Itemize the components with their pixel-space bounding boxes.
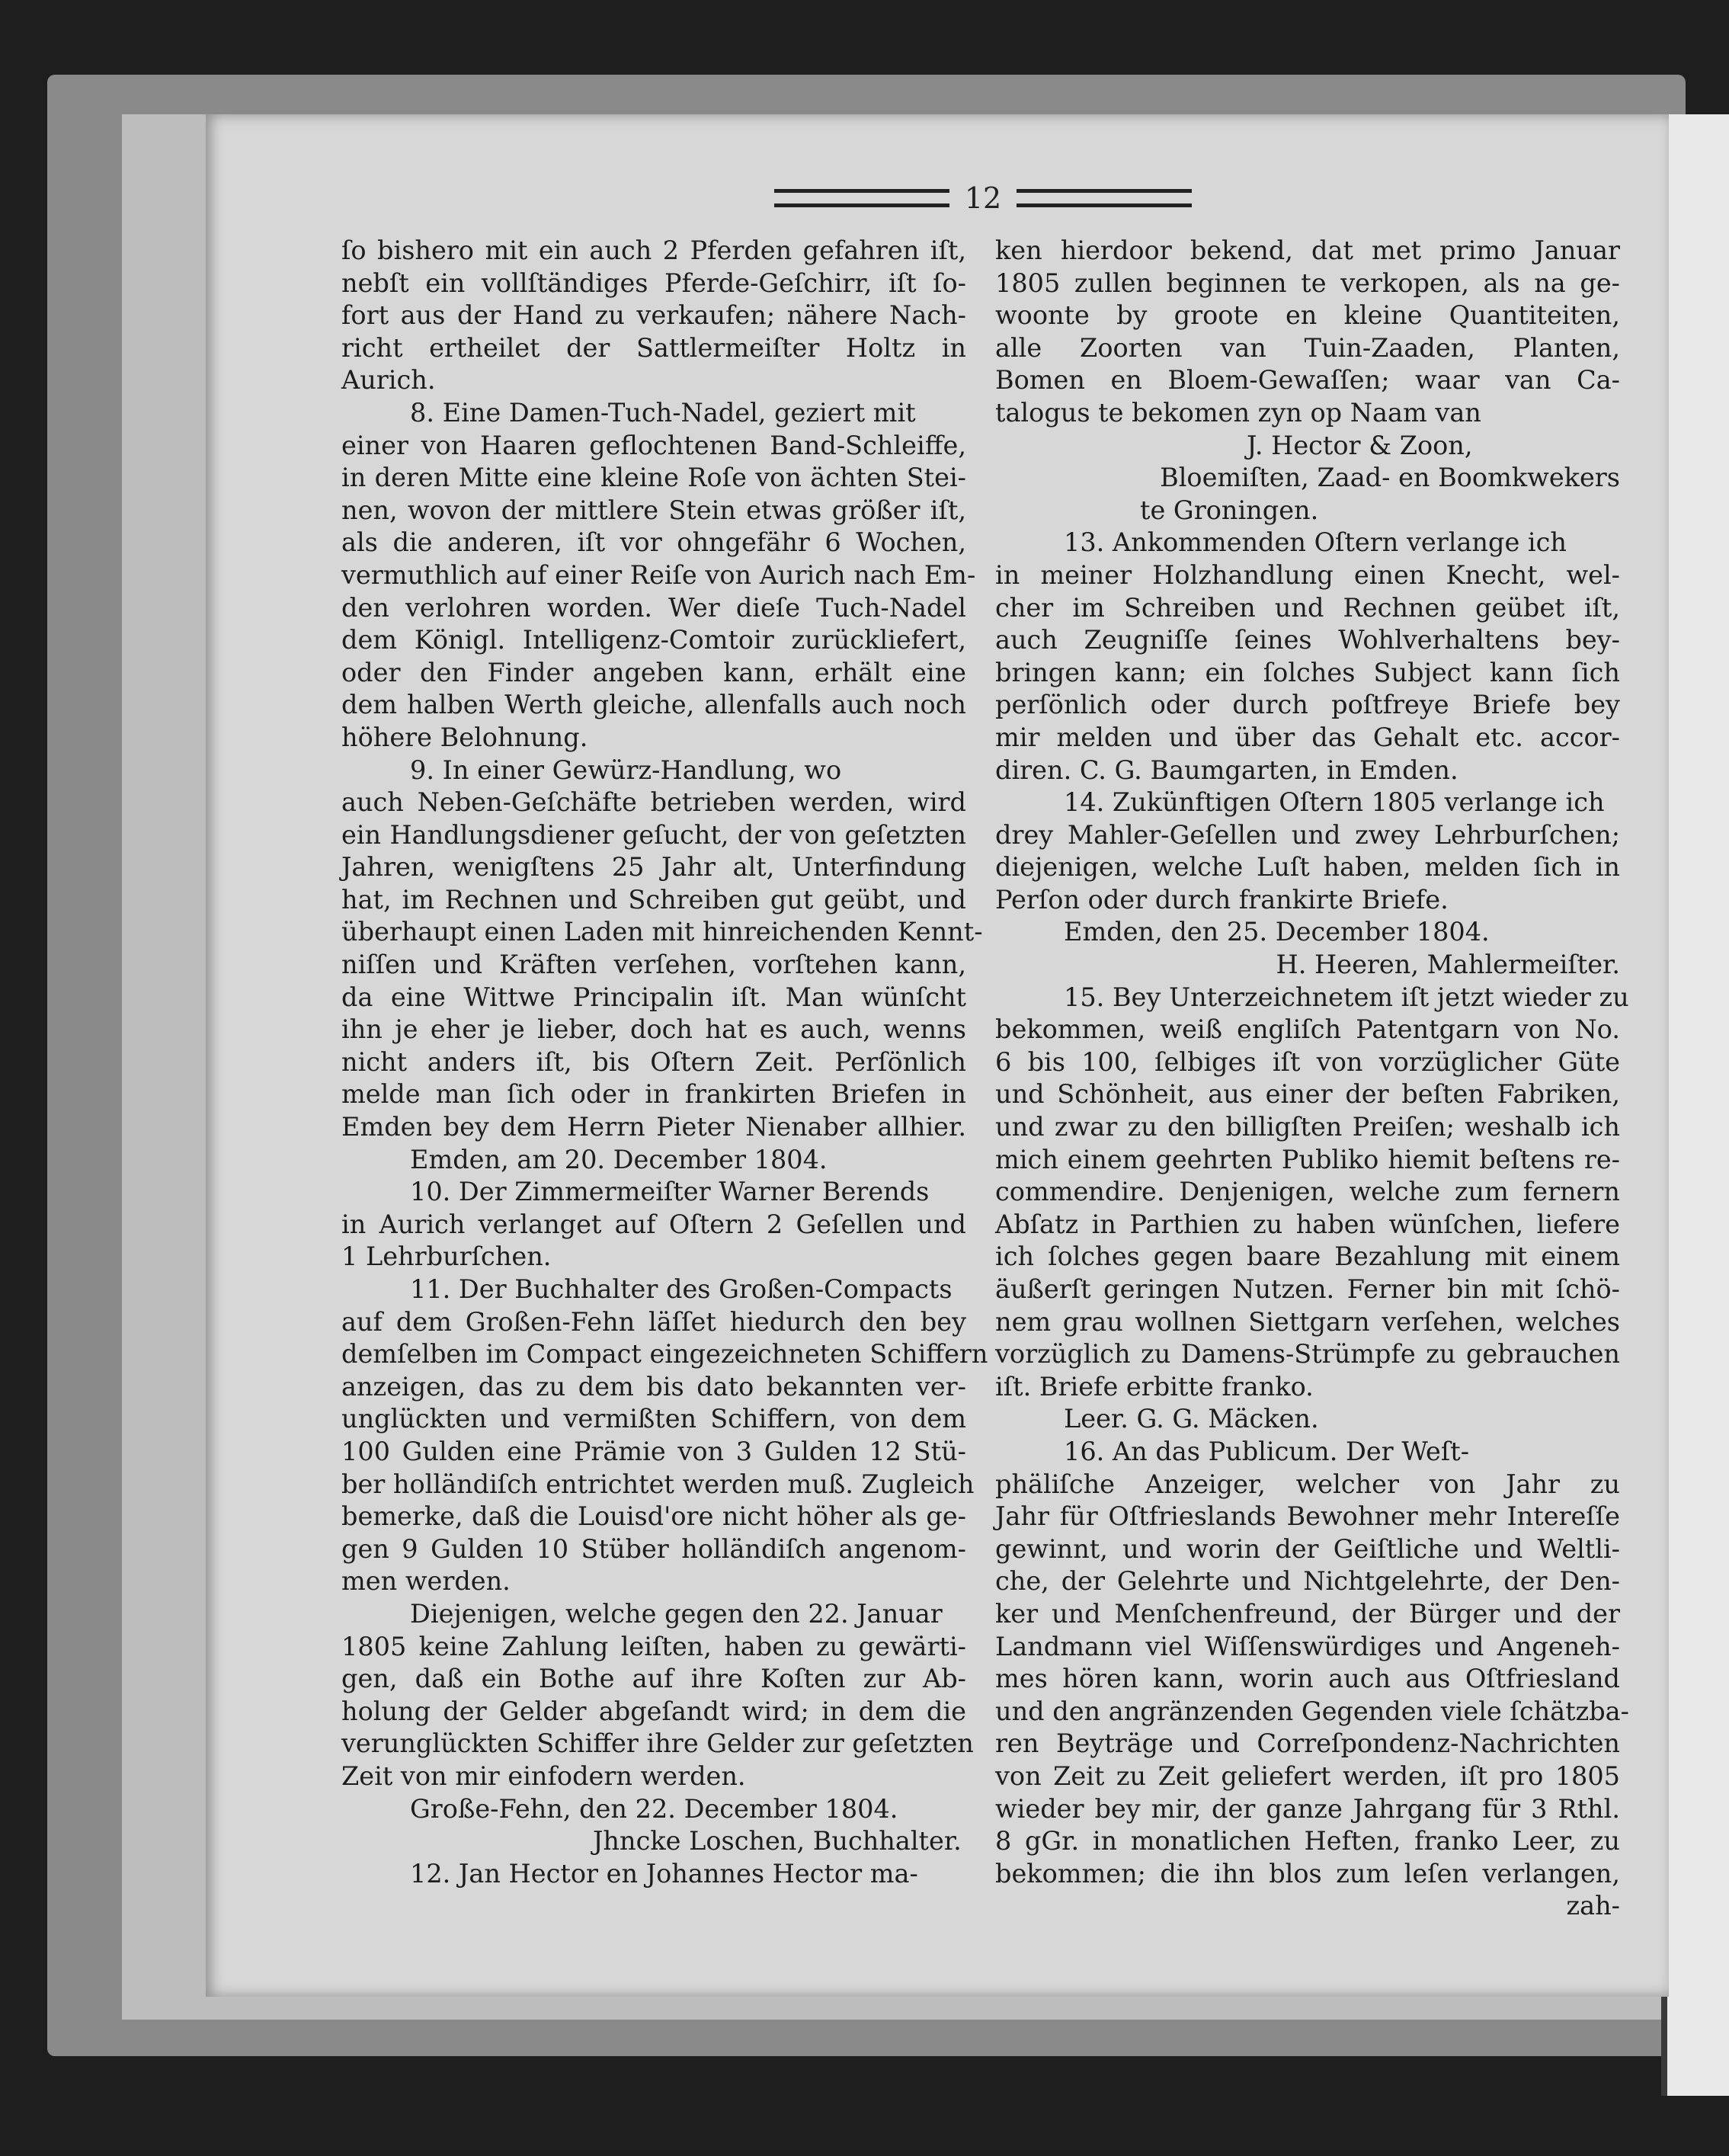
text-line: mes hören kann, worin auch aus Oſtfriesland bbox=[995, 1664, 1620, 1694]
text-line: und den angränzenden Gegenden viele ſchätzba- bbox=[995, 1696, 1629, 1726]
text-line: und zwar zu den billigſten Preiſen; weshalb ich bbox=[995, 1112, 1620, 1142]
text-line: in Aurich verlanget auf Oſtern 2 Geſellen und bbox=[341, 1209, 966, 1239]
text-line: Leer. G. G. Mäcken. bbox=[1064, 1404, 1319, 1434]
text-line: vorzüglich zu Damens-Strümpfe zu gebrauchen bbox=[995, 1339, 1620, 1370]
text-line: iſt. Briefe erbitte franko. bbox=[995, 1371, 1314, 1402]
text-line: diejenigen, welche Luſt haben, melden ſich in bbox=[995, 852, 1620, 883]
text-line: Jahren, wenigſtens 25 Jahr alt, Unterfindung bbox=[341, 852, 966, 883]
text-line: hat, im Rechnen und Schreiben gut geübt, und bbox=[341, 884, 966, 915]
header-rule-right bbox=[1017, 189, 1192, 207]
text-line: nen, wovon der mittlere Stein etwas größer iſt, bbox=[341, 495, 966, 525]
text-line: anzeigen, das zu dem bis dato bekannten ver- bbox=[341, 1371, 966, 1402]
text-line: gen 9 Gulden 10 Stüber holländiſch angenom- bbox=[341, 1533, 966, 1564]
text-line: 14. Zukünftigen Oſtern 1805 verlange ich bbox=[1064, 787, 1605, 818]
text-line: ken hierdoor bekend, dat met primo Januar bbox=[995, 235, 1620, 265]
text-line: diren. C. G. Baumgarten, in Emden. bbox=[995, 754, 1458, 785]
text-line: gewinnt, und worin der Geiſtliche und Weltli- bbox=[995, 1533, 1620, 1564]
text-line: 1805 keine Zahlung leiſten, haben zu gewärti- bbox=[341, 1631, 966, 1661]
header-rule-left bbox=[774, 189, 949, 207]
text-line: Bomen en Bloem-Gewaſſen; waar van Ca- bbox=[995, 365, 1620, 396]
text-line: ihn je eher je lieber, doch hat es auch, wenns bbox=[341, 1014, 966, 1045]
text-line: da eine Wittwe Principalin iſt. Man wünſcht bbox=[341, 982, 966, 1012]
text-line: perſönlich oder durch poſtfreye Briefe bey bbox=[995, 690, 1620, 720]
text-line: oder den Finder angeben kann, erhält eine bbox=[341, 657, 966, 687]
text-line: te Groningen. bbox=[1140, 495, 1319, 525]
text-line: auf dem Großen-Fehn läſſet hiedurch den bey bbox=[341, 1306, 966, 1337]
text-line: mich einem geehrten Publiko hiemit beſtens re- bbox=[995, 1144, 1620, 1174]
text-line: den verlohren worden. Wer dieſe Tuch-Nadel bbox=[341, 592, 966, 623]
text-line: che, der Gelehrte und Nichtgelehrte, der Den- bbox=[995, 1566, 1620, 1597]
text-line: Zeit von mir einfodern werden. bbox=[341, 1760, 746, 1791]
text-line: nicht anders iſt, bis Oſtern Zeit. Perſönlich bbox=[341, 1046, 966, 1077]
text-line: dem halben Werth gleiche, allenfalls auch noch bbox=[341, 690, 966, 720]
text-line: 1 Lehrburſchen. bbox=[341, 1241, 552, 1272]
text-line: bekommen; die ihn blos zum leſen verlangen, bbox=[995, 1858, 1620, 1889]
left-text-column bbox=[341, 235, 988, 1890]
text-line: Jhncke Loschen, Buchhalter. bbox=[593, 1826, 962, 1856]
text-line: alle Zoorten van Tuin-Zaaden, Planten, bbox=[995, 332, 1620, 363]
text-line: vermuthlich auf einer Reiſe von Aurich nach Em- bbox=[341, 559, 976, 590]
text-line: H. Heeren, Mahlermeiſter. bbox=[1276, 950, 1620, 980]
text-line: gen, daß ein Bothe auf ihre Koſten zur Ab- bbox=[341, 1664, 966, 1694]
text-line: bringen kann; ein ſolches Subject kann ſich bbox=[995, 657, 1620, 687]
text-line: ich ſolches gegen baare Bezahlung mit einem bbox=[995, 1241, 1620, 1272]
text-line: cher im Schreiben und Rechnen geübet iſt, bbox=[995, 592, 1620, 623]
text-line: 12. Jan Hector en Johannes Hector ma- bbox=[410, 1858, 918, 1889]
text-line: 13. Ankommenden Oſtern verlange ich bbox=[1064, 527, 1567, 558]
text-line: 16. An das Publicum. Der Weſt- bbox=[1064, 1436, 1470, 1466]
text-line: zah- bbox=[1566, 1891, 1620, 1921]
text-line: ein Handlungsdiener geſucht, der von geſetzten bbox=[341, 819, 966, 850]
text-line: verunglückten Schiffer ihre Gelder zur geſetzten bbox=[341, 1728, 974, 1759]
text-line: 1805 zullen beginnen te verkopen, als na ge- bbox=[995, 267, 1620, 298]
text-line: mir melden und über das Gehalt etc. accor- bbox=[995, 722, 1620, 752]
text-line: und Schönheit, aus einer der beſten Fabriken, bbox=[995, 1079, 1620, 1110]
text-line: auch Zeugniſſe ſeines Wohlverhaltens bey- bbox=[995, 625, 1620, 655]
text-line: nem grau wollnen Siettgarn verſehen, welches bbox=[995, 1306, 1620, 1337]
text-line: auch Neben-Geſchäfte betrieben werden, wird bbox=[341, 787, 966, 818]
text-line: 10. Der Zimmermeiſter Warner Berends bbox=[410, 1177, 930, 1207]
next-page-edge bbox=[1661, 114, 1729, 2096]
page-header bbox=[754, 183, 1212, 213]
text-line: Emden bey dem Herrn Pieter Nienaber allhier. bbox=[341, 1112, 966, 1142]
text-line: Emden, am 20. December 1804. bbox=[410, 1144, 828, 1174]
text-line: melde man ſich oder in frankirten Briefen in bbox=[341, 1079, 966, 1110]
text-line: nebſt ein vollſtändiges Pferde-Geſchirr, iſt ſo- bbox=[341, 267, 966, 298]
text-line: Bloemiſten, Zaad- en Boomkwekers bbox=[1160, 463, 1620, 493]
text-line: von Zeit zu Zeit geliefert werden, iſt pro 1805 bbox=[995, 1760, 1620, 1791]
text-line: Große-Fehn, den 22. December 1804. bbox=[410, 1793, 898, 1824]
text-line: talogus te bekomen zyn op Naam van bbox=[995, 397, 1481, 428]
text-line: bekommen, weiß engliſch Patentgarn von No. bbox=[995, 1014, 1620, 1045]
text-line: 15. Bey Unterzeichnetem iſt jetzt wieder zu bbox=[1064, 982, 1629, 1012]
text-line: 9. In einer Gewürz-Handlung, wo bbox=[410, 754, 842, 785]
text-line: wieder bey mir, der ganze Jahrgang für 3 Rthl. bbox=[995, 1793, 1620, 1824]
text-line: Aurich. bbox=[341, 365, 436, 396]
text-line: 11. Der Buchhalter des Großen-Compacts bbox=[410, 1274, 953, 1304]
text-line: Landmann viel Wiſſenswürdiges und Angeneh- bbox=[995, 1631, 1620, 1661]
text-line: woonte by groote en kleine Quantiteiten, bbox=[995, 300, 1620, 331]
text-line: 6 bis 100, ſelbiges iſt von vorzüglicher Güte bbox=[995, 1046, 1620, 1077]
text-line: in deren Mitte eine kleine Roſe von ächten Stei- bbox=[341, 463, 966, 493]
text-line: 8. Eine Damen-Tuch-Nadel, geziert mit bbox=[410, 397, 916, 428]
text-line: einer von Haaren geflochtenen Band-Schleiffe, bbox=[341, 430, 966, 460]
text-line: niſſen und Kräften verſehen, vorſtehen kann, bbox=[341, 950, 966, 980]
text-line: Perſon oder durch frankirte Briefe. bbox=[995, 884, 1449, 915]
text-line: äußerſt geringen Nutzen. Ferner bin mit ſchö- bbox=[995, 1274, 1620, 1304]
text-line: ſo bishero mit ein auch 2 Pferden gefahren iſt, bbox=[341, 235, 966, 265]
text-line: 8 gGr. in monatlichen Heften, franko Leer, zu bbox=[995, 1826, 1620, 1856]
text-line: überhaupt einen Laden mit hinreichenden Kennt- bbox=[341, 917, 983, 947]
text-line: fort aus der Hand zu verkaufen; nähere Nach- bbox=[341, 300, 966, 331]
text-line: Abſatz in Parthien zu haben wünſchen, liefere bbox=[995, 1209, 1620, 1239]
text-line: dem Königl. Intelligenz-Comtoir zurückliefert, bbox=[341, 625, 966, 655]
right-text-column bbox=[995, 235, 1629, 1923]
text-line: ker und Menſchenfreund, der Bürger und der bbox=[995, 1598, 1620, 1629]
text-line: unglückten und vermißten Schiffern, von dem bbox=[341, 1404, 966, 1434]
text-line: holung der Gelder abgeſandt wird; in dem die bbox=[341, 1696, 966, 1726]
text-line: men werden. bbox=[341, 1566, 511, 1597]
text-line: höhere Belohnung. bbox=[341, 722, 588, 752]
page-number: 12 bbox=[964, 181, 1002, 215]
text-line: als die anderen, iſt vor ohngefähr 6 Wochen, bbox=[341, 527, 966, 558]
text-line: phäliſche Anzeiger, welcher von Jahr zu bbox=[995, 1469, 1620, 1499]
text-line: Diejenigen, welche gegen den 22. Januar bbox=[410, 1598, 943, 1629]
text-line: demſelben im Compact eingezeichneten Schiffern bbox=[341, 1339, 988, 1370]
text-line: J. Hector & Zoon, bbox=[1247, 430, 1473, 460]
text-line: in meiner Holzhandlung einen Knecht, wel- bbox=[995, 559, 1620, 590]
text-line: richt ertheilet der Sattlermeiſter Holtz in bbox=[341, 332, 966, 363]
text-line: ren Beyträge und Correſpondenz-Nachrichten bbox=[995, 1728, 1620, 1759]
text-line: Emden, den 25. December 1804. bbox=[1064, 917, 1490, 947]
text-line: 100 Gulden eine Prämie von 3 Gulden 12 Stü- bbox=[341, 1436, 966, 1466]
text-line: drey Mahler-Geſellen und zwey Lehrburſchen; bbox=[995, 819, 1620, 850]
text-line: bemerke, daß die Louisd'ore nicht höher als ge- bbox=[341, 1501, 966, 1532]
text-line: ber holländiſch entrichtet werden muß. Zugleich bbox=[341, 1469, 975, 1499]
text-line: commendire. Denjenigen, welche zum fernern bbox=[995, 1177, 1620, 1207]
text-line: Jahr für Oſtfrieslands Bewohner mehr Intereſſe bbox=[995, 1501, 1620, 1532]
